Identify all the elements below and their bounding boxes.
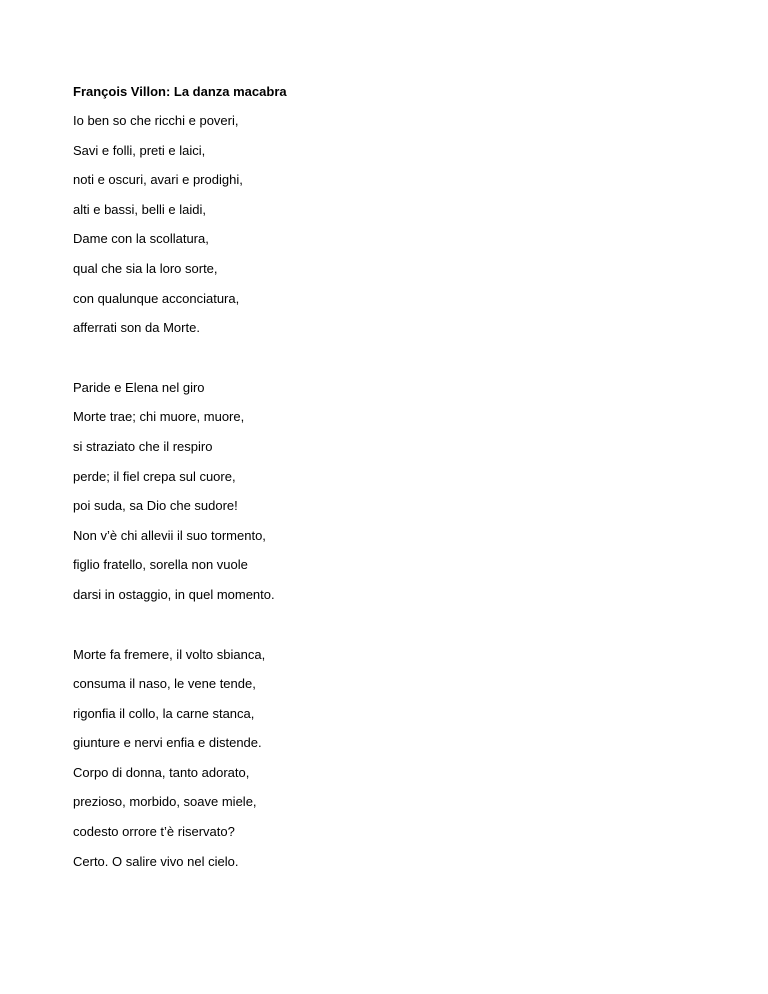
poem-line: Certo. O salire vivo nel cielo. — [73, 853, 239, 869]
poem-line: figlio fratello, sorella non vuole — [73, 557, 248, 573]
poem-line: con qualunque acconciatura, — [73, 290, 240, 306]
stanza-2 — [73, 380, 693, 602]
poem-line: Morte fa fremere, il volto sbianca, — [73, 646, 266, 662]
poem-line: si straziato che il respiro — [73, 438, 213, 454]
poem-line: consuma il naso, le vene tende, — [73, 676, 256, 692]
poem-line: alti e bassi, belli e laidi, — [73, 201, 206, 217]
poem-line: Corpo di donna, tanto adorato, — [73, 764, 250, 780]
stanza-1 — [73, 113, 693, 335]
stanza-separator — [73, 617, 693, 647]
poem-line: codesto orrore t’è riservato? — [73, 824, 235, 840]
poem-line: perde; il fiel crepa sul cuore, — [73, 468, 236, 484]
document-page — [73, 84, 693, 883]
poem-line: noti e oscuri, avari e prodighi, — [73, 172, 243, 188]
poem-line: Non v’è chi allevii il suo tormento, — [73, 527, 266, 543]
poem-line: Dame con la scollatura, — [73, 231, 209, 247]
poem-line: afferrati son da Morte. — [73, 320, 200, 336]
stanza-separator — [73, 350, 693, 380]
stanza-3 — [73, 647, 693, 869]
poem-line: giunture e nervi enfia e distende. — [73, 735, 262, 751]
poem-line: Io ben so che ricchi e poveri, — [73, 113, 239, 128]
poem-line: Morte trae; chi muore, muore, — [73, 409, 245, 425]
poem-line: qual che sia la loro sorte, — [73, 260, 218, 276]
poem-line: Savi e folli, preti e laici, — [73, 142, 206, 158]
poem-line: rigonfia il collo, la carne stanca, — [73, 705, 255, 721]
poem-line: darsi in ostaggio, in quel momento. — [73, 586, 275, 602]
poem-line: Paride e Elena nel giro — [73, 379, 205, 395]
poem-line: poi suda, sa Dio che sudore! — [73, 498, 238, 514]
poem-title: François Villon: La danza macabra — [73, 84, 287, 99]
poem-line: prezioso, morbido, soave miele, — [73, 794, 257, 810]
